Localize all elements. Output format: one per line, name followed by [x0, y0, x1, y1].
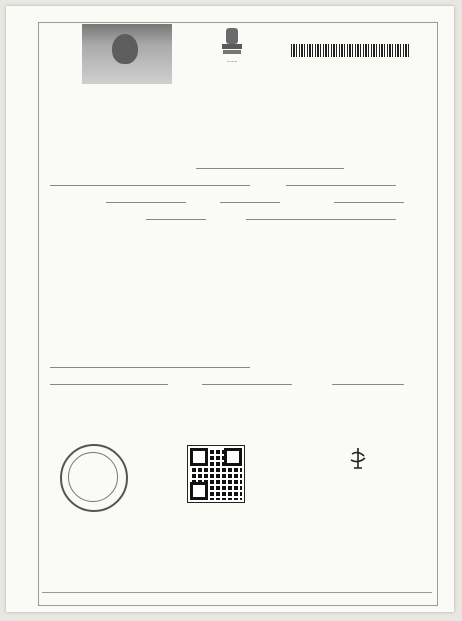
- verification-qr-code[interactable]: [188, 446, 244, 502]
- office-seal: [60, 444, 128, 512]
- taluka-line: [220, 202, 280, 203]
- qr-finder-bl: [190, 482, 208, 500]
- village-line: [334, 202, 404, 203]
- national-emblem-icon: [217, 26, 247, 66]
- page-border: [38, 22, 438, 606]
- district-line: [106, 202, 186, 203]
- schedule-line: [146, 219, 206, 220]
- residence-name-line: [50, 367, 250, 368]
- signature-icon: [346, 446, 370, 474]
- applicant-photo: [82, 24, 172, 84]
- residence-state-line: [50, 384, 168, 385]
- svg-text:~~~: ~~~: [226, 59, 238, 64]
- footer-divider: [42, 592, 432, 593]
- qr-finder-tl: [190, 448, 208, 466]
- residence-district-line: [202, 384, 292, 385]
- photo-face: [112, 34, 138, 64]
- tribe-line: [246, 219, 396, 220]
- relation-type-line: [286, 185, 396, 186]
- holder-name-line: [196, 168, 344, 169]
- residence-village-line: [332, 384, 404, 385]
- seal-ring: [68, 452, 118, 502]
- certificate-page: [6, 6, 454, 612]
- qr-finder-tr: [224, 448, 242, 466]
- relation-line: [50, 185, 250, 186]
- barcode: [291, 44, 409, 57]
